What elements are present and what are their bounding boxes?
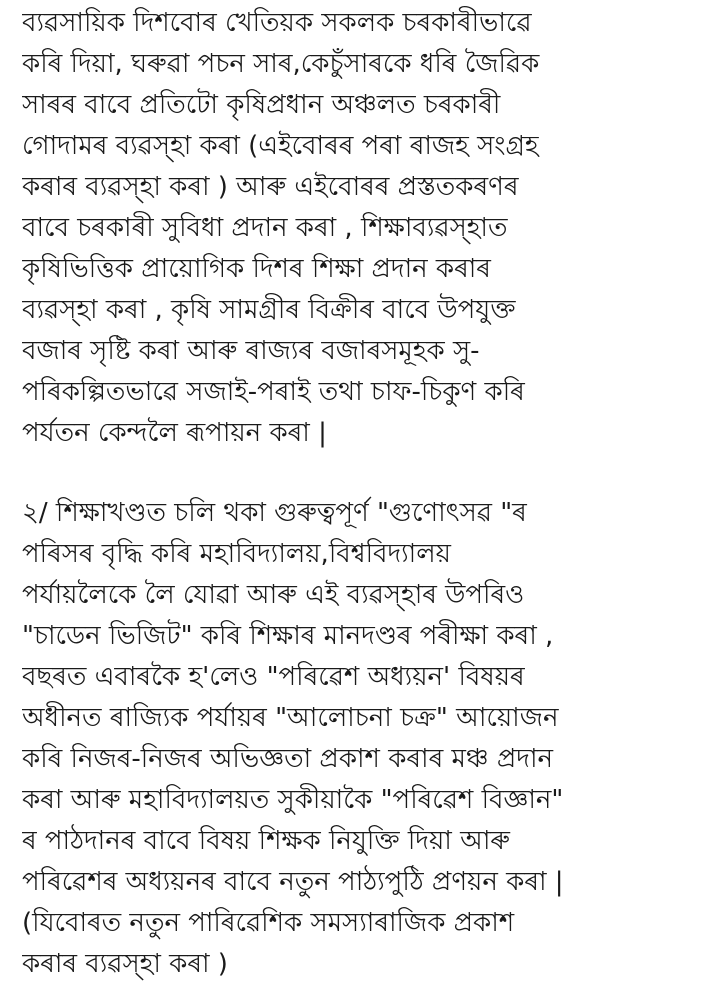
- text-line: সাৰৰ বাবে প্ৰতিটো কৃষিপ্ৰধান অঞ্চলত চৰকাৰী: [22, 90, 501, 120]
- text-line: পৰ্যায়লৈকে লৈ যোৱা আৰু এই ব্যৱস্হাৰ উপৰিও: [22, 580, 525, 610]
- text-line: বছৰত এবাৰকৈ হ'লেও "পৰিৱেশ অধ্যয়ন' বিষয়ৰ: [22, 662, 525, 692]
- text-line: (যিবোৰত নতুন পাৰিৱেশিক সমস্যাৰাজিক প্ৰকাশ: [22, 908, 515, 938]
- paragraph-2: [22, 493, 712, 985]
- text-line: কৰা আৰু মহাবিদ্যালয়ত সুকীয়াকৈ "পৰিৱেশ বিজ্ঞান": [22, 785, 564, 815]
- text-line: "চাডেন ভিজিট" কৰি শিক্ষাৰ মানদণ্ডৰ পৰীক্ষা কৰা ,: [22, 621, 554, 651]
- text-line: পৰিকল্পিতভাৱে সজাই-পৰাই তথা চাফ-চিকুণ কৰি: [22, 377, 525, 407]
- text-line: বাবে চৰকাৰী সুবিধা প্ৰদান কৰা , শিক্ষাব্যৱস্হাত: [22, 213, 508, 243]
- text-line: পৰ্যতন কেন্দলৈ ৰূপায়ন কৰা |: [22, 418, 327, 448]
- text-line: পৰিসৰ বৃদ্ধি কৰি মহাবিদ্যালয়,বিশ্ববিদ্যালয়: [22, 539, 451, 569]
- text-line: কৃষিভিত্তিক প্ৰায়োগিক দিশৰ শিক্ষা প্ৰদান কৰাৰ: [22, 254, 491, 284]
- text-line: কৰি নিজৰ-নিজৰ অভিজ্ঞতা প্ৰকাশ কৰাৰ মঞ্চ প্ৰদান: [22, 744, 554, 774]
- text-line: ব্যৱসায়িক দিশবোৰ খেতিয়ক সকলক চৰকাৰীভাৱে: [22, 8, 532, 38]
- text-line: ৰ পাঠদানৰ বাবে বিষয় শিক্ষক নিযুক্তি দিয়া আৰু: [22, 826, 510, 856]
- text-line: কৰাৰ ব্যৱস্হা কৰা ) আৰু এইবোৰৰ প্ৰস্ততকৰণৰ: [22, 172, 519, 202]
- paragraph-1: [22, 0, 712, 454]
- text-line: ব্যৱস্হা কৰা , কৃষি সামগ্ৰীৰ বিক্ৰীৰ বাবে উপযুক্ত: [22, 295, 516, 325]
- text-line: গোদামৰ ব্যৱস্হা কৰা (এইবোৰৰ পৰা ৰাজহ সংগ্ৰহ: [22, 131, 539, 161]
- text-line: কৰাৰ ব্যৱস্হা কৰা ): [22, 949, 228, 979]
- text-line: অধীনত ৰাজ্যিক পৰ্যায়ৰ "আলোচনা চক্ৰ" আয়োজন: [22, 703, 559, 733]
- text-line: ২/ শিক্ষাখণ্ডত চলি থকা গুৰুত্বপূৰ্ণ "গুণোৎসৱ "ৰ: [22, 498, 527, 528]
- text-line: কৰি দিয়া, ঘৰুৱা পচন সাৰ,কেচুঁসাৰকে ধৰি জৈৱিক: [22, 49, 540, 79]
- text-line: পৰিৱেশৰ অধ্যয়নৰ বাবে নতুন পাঠ্যপুঠি প্ৰণয়ন কৰা |: [22, 867, 564, 897]
- text-line: বজাৰ সৃষ্টি কৰা আৰু ৰাজ্যৰ বজাৰসমূহক সু-: [22, 336, 480, 366]
